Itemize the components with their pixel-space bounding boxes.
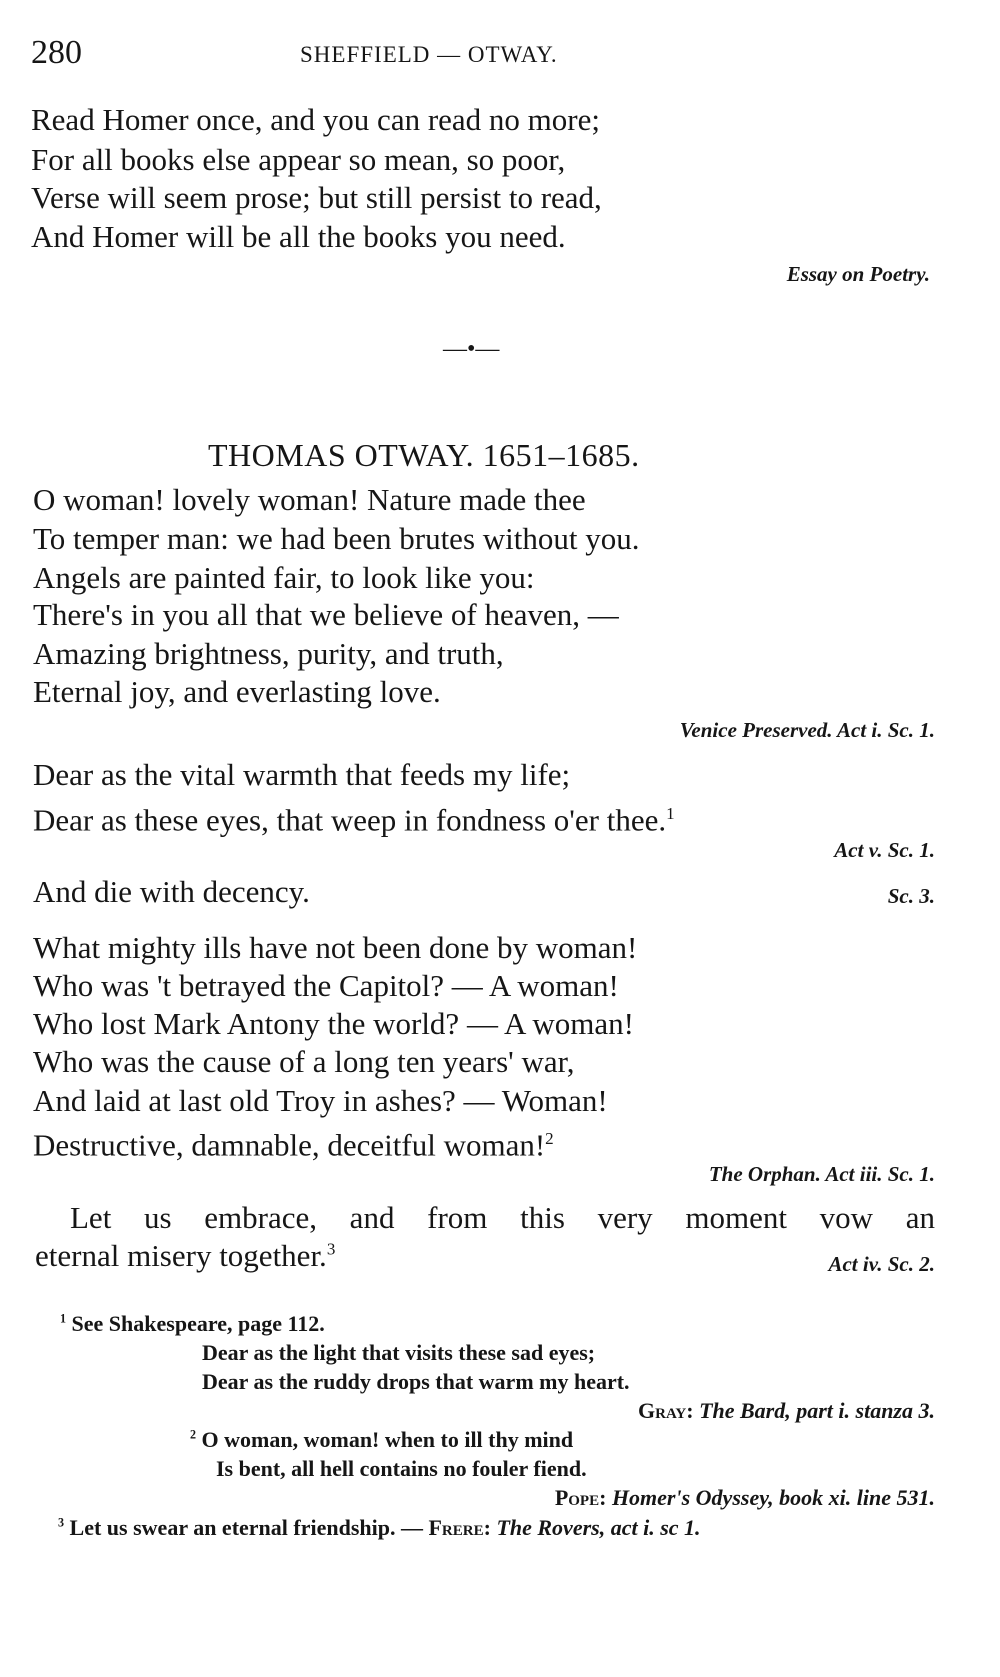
- section-title: THOMAS OTWAY. 1651–1685.: [208, 437, 640, 473]
- footnote-author: Frere:: [428, 1515, 491, 1540]
- footnote-attribution: [555, 1485, 935, 1511]
- poem-line: Who was the cause of a long ten years' war,: [33, 1044, 575, 1079]
- poem-line: Dear as the vital warmth that feeds my life;: [33, 757, 571, 792]
- citation: Venice Preserved. Act i. Sc. 1.: [679, 718, 935, 742]
- footnote-mark: 2: [190, 1427, 197, 1442]
- poem-line: And laid at last old Troy in ashes? — Woman!: [33, 1083, 608, 1118]
- footnote-mark: 1: [666, 804, 675, 823]
- poem-line: O woman! lovely woman! Nature made thee: [33, 482, 586, 517]
- section-ornament: —•—: [443, 336, 500, 362]
- footnote-mark: 2: [545, 1129, 554, 1148]
- citation: Act v. Sc. 1.: [834, 838, 935, 862]
- poem-line: Who lost Mark Antony the world? — A woman!: [33, 1006, 634, 1041]
- footnote-attribution: [638, 1398, 935, 1424]
- poem-line: Eternal joy, and everlasting love.: [33, 674, 441, 709]
- footnote-mark: 1: [60, 1311, 67, 1326]
- poem-line: Angels are painted fair, to look like you:: [33, 560, 535, 595]
- poem-line: Who was 't betrayed the Capitol? — A woman!: [33, 968, 619, 1003]
- poem-line: To temper man: we had been brutes without you.: [33, 521, 640, 556]
- poem-line: Read Homer once, and you can read no more;: [31, 102, 600, 137]
- footnote-3: [58, 1515, 701, 1541]
- footnote-quote-line: Dear as the ruddy drops that warm my heart.: [202, 1369, 630, 1394]
- poem-line: Verse will seem prose; but still persist to read,: [31, 180, 602, 215]
- poem-line-text: Dear as these eyes, that weep in fondness o'er thee.: [33, 802, 667, 838]
- citation: Sc. 3.: [887, 884, 935, 908]
- footnote-text: See Shakespeare, page 112.: [71, 1311, 325, 1336]
- poem-line-with-mark: [33, 1119, 554, 1165]
- footnote-text: Let us swear an eternal friendship. —: [69, 1515, 423, 1540]
- footnote-quote-line: Dear as the light that visits these sad eyes;: [202, 1340, 596, 1365]
- footnote-source: Homer's Odyssey, book xi. line 531.: [611, 1485, 935, 1510]
- page-number: 280: [31, 34, 82, 71]
- citation: Essay on Poetry.: [786, 262, 930, 286]
- poem-line-with-mark: [33, 794, 675, 840]
- poem-line: What mighty ills have not been done by woman!: [33, 930, 638, 965]
- poem-line: There's in you all that we believe of heaven, —: [33, 597, 619, 632]
- prose-line-text: eternal misery together.: [35, 1238, 327, 1273]
- footnote-mark: 3: [58, 1515, 65, 1530]
- footnote-quote-line: O woman, woman! when to ill thy mind: [201, 1427, 574, 1452]
- running-title: SHEFFIELD — OTWAY.: [300, 42, 558, 67]
- poem-line-text: Destructive, damnable, deceitful woman!: [33, 1127, 546, 1163]
- poem-line: Amazing brightness, purity, and truth,: [33, 636, 504, 671]
- footnote-source: The Rovers, act i. sc 1.: [496, 1515, 701, 1540]
- footnote-source: The Bard, part i. stanza 3.: [699, 1398, 935, 1423]
- footnote-2: [190, 1427, 573, 1453]
- citation: Act iv. Sc. 2.: [828, 1252, 935, 1276]
- footnote-author: Pope:: [554, 1485, 607, 1510]
- poem-line: And Homer will be all the books you need.: [31, 219, 566, 254]
- prose-line: Let us embrace, and from this very moment vow an: [70, 1200, 935, 1235]
- footnote-quote-line: Is bent, all hell contains no fouler fiend.: [216, 1456, 587, 1481]
- poem-line: And die with decency.: [33, 874, 310, 909]
- footnote-author: Gray:: [638, 1398, 694, 1423]
- footnote-1: [60, 1311, 325, 1337]
- prose-line-with-mark: [35, 1238, 335, 1274]
- footnote-mark: 3: [326, 1239, 336, 1259]
- poem-line: For all books else appear so mean, so poor,: [31, 142, 566, 177]
- citation: The Orphan. Act iii. Sc. 1.: [708, 1162, 935, 1186]
